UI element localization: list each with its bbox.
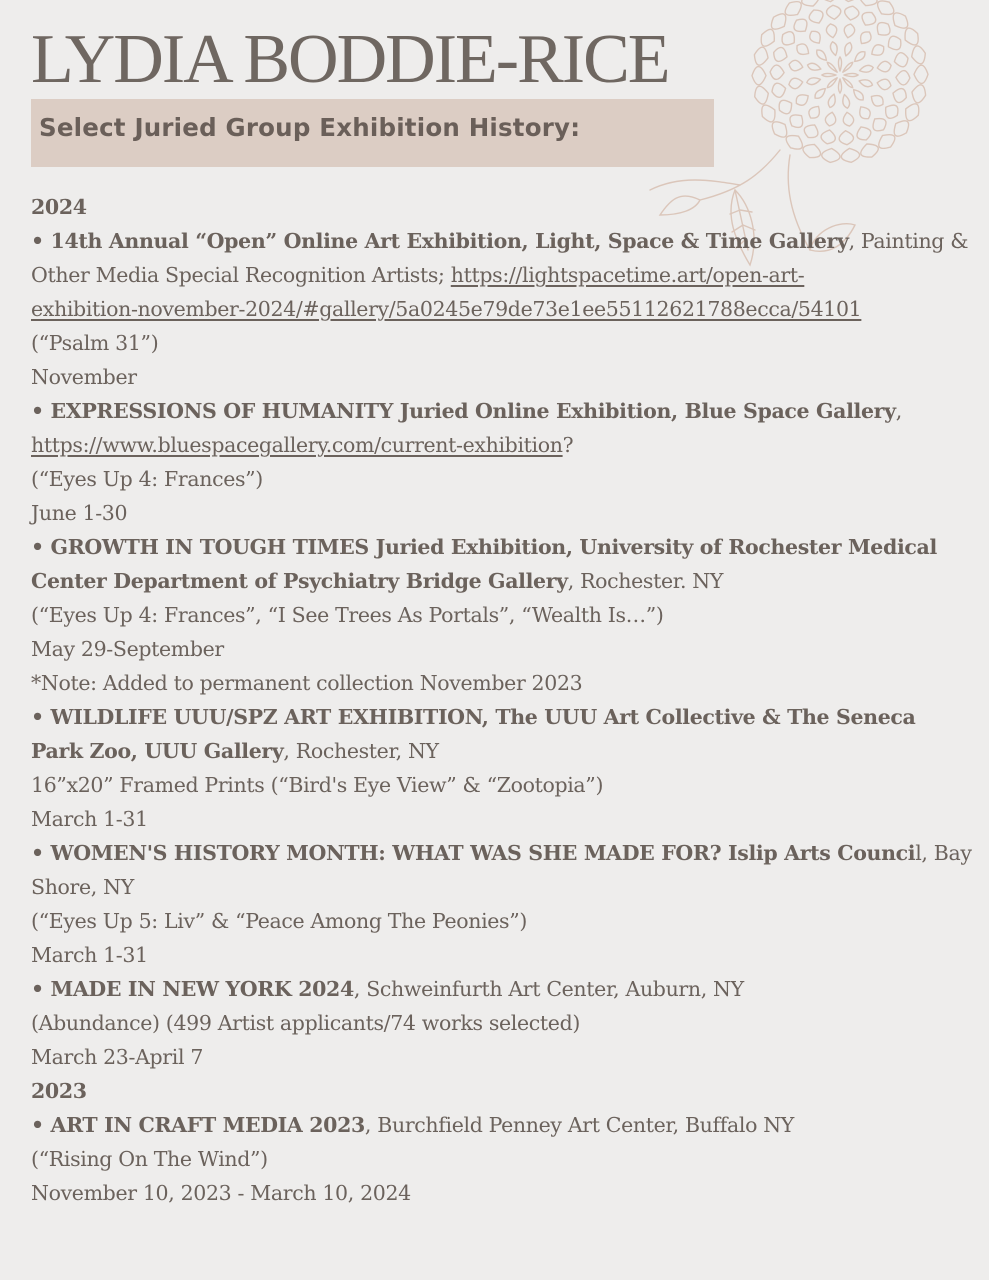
petal-stroke <box>859 80 872 87</box>
exhibition-details: , <box>895 399 902 423</box>
petal-stroke <box>754 47 768 65</box>
exhibition-title: • WILDLIFE UUU/SPZ ART EXHIBITION, The UUU Art Collective & The Seneca <box>31 705 916 729</box>
petal-stroke <box>822 73 836 76</box>
exhibition-details: Shore, NY <box>31 875 134 899</box>
exhibition-note: *Note: Added to permanent collection November 2023 <box>31 671 583 695</box>
exhibition-link[interactable]: exhibition-november-2024/#gallery/5a0245e79de73e1ee55112621788ecca/54101 <box>31 297 862 321</box>
petal-stroke <box>827 62 837 72</box>
exhibition-date: March 23-April 7 <box>31 1045 204 1069</box>
list-item <box>31 1108 966 1142</box>
exhibition-details: l, Bay <box>915 841 972 865</box>
petal-stroke <box>872 45 884 55</box>
exhibition-works: (“Eyes Up 5: Liv” & “Peace Among The Peonies”) <box>31 909 528 933</box>
exhibition-details: Other Media Special Recognition Artists; <box>31 263 451 287</box>
exhibition-works: 16”x20” Framed Prints (“Bird's Eye View” & “Zootopia”) <box>31 773 604 797</box>
petal-stroke <box>861 144 878 157</box>
petal-stroke <box>820 0 838 2</box>
petal-stroke <box>771 14 785 29</box>
petal-stroke <box>893 89 906 103</box>
petal-stroke <box>871 96 883 106</box>
exhibition-date: March 1-31 <box>31 943 148 967</box>
petal-stroke <box>878 1 894 15</box>
exhibition-title: • EXPRESSIONS OF HUMANITY Juried Online Exhibition, Blue Space Gallery <box>31 399 896 423</box>
section-banner <box>31 99 714 167</box>
petal-stroke <box>803 144 821 157</box>
petal-stroke <box>843 78 853 88</box>
petal-stroke <box>906 104 919 121</box>
petal-stroke <box>779 100 791 113</box>
petal-stroke <box>862 12 876 25</box>
exhibition-title: • ART IN CRAFT MEDIA 2023 <box>31 1113 365 1137</box>
petal-stroke <box>854 90 864 100</box>
exhibition-details: , Schweinfurth Art Center, Auburn, NY <box>353 977 744 1001</box>
year-heading: 2023 <box>31 1079 87 1103</box>
petal-stroke <box>785 2 801 16</box>
petal-stroke <box>807 78 821 85</box>
petal-stroke <box>752 67 766 85</box>
exhibition-title: • WOMEN'S HISTORY MONTH: WHAT WAS SHE MADE FOR? Islip Arts Counci <box>31 841 916 865</box>
petal-stroke <box>761 29 774 46</box>
petal-stroke <box>822 149 840 163</box>
petal-stroke <box>873 119 886 131</box>
petal-stroke <box>859 0 877 6</box>
petal-stroke <box>840 0 858 2</box>
exhibition-link[interactable]: https://lightspacetime.art/open-art- <box>450 263 805 287</box>
petal-stroke <box>877 23 890 36</box>
petal-stroke <box>827 78 837 88</box>
petal-stroke <box>839 131 853 145</box>
petal-stroke <box>857 127 871 140</box>
petal-stroke <box>888 36 900 49</box>
petal-stroke <box>797 44 809 54</box>
petal-stroke <box>841 148 859 162</box>
petal-stroke <box>826 5 840 19</box>
petal-stroke <box>879 135 895 149</box>
petal-stroke <box>838 79 841 93</box>
petal-stroke <box>830 42 837 56</box>
petal-stroke <box>796 95 808 105</box>
petal-stroke <box>804 125 818 138</box>
exhibition-title: Park Zoo, UUU Gallery <box>31 739 284 763</box>
exhibition-title: • MADE IN NEW YORK 2024 <box>31 977 354 1001</box>
petal-stroke <box>817 50 827 60</box>
petal-stroke <box>826 24 836 38</box>
petal-stroke <box>912 85 926 103</box>
list-item-line <box>31 428 966 462</box>
petal-stroke <box>912 46 926 64</box>
petal-stroke <box>772 83 786 97</box>
exhibition-details: , Painting & <box>848 229 969 253</box>
petal-stroke <box>855 52 865 62</box>
exhibition-details: , Burchfield Penney Art Center, Buffalo NY <box>364 1113 794 1137</box>
petal-stroke <box>794 19 807 31</box>
petal-stroke <box>860 107 870 119</box>
petal-stroke <box>894 53 908 67</box>
petal-stroke <box>896 71 910 85</box>
exhibition-date: November 10, 2023 - March 10, 2024 <box>31 1181 411 1205</box>
exhibition-date: March 1-31 <box>31 807 148 831</box>
petal-stroke <box>886 105 898 118</box>
exhibition-works: (“Psalm 31”) <box>31 331 159 355</box>
petal-stroke <box>860 65 874 72</box>
petal-stroke <box>821 130 835 144</box>
petal-stroke <box>789 78 803 88</box>
list-item <box>31 394 966 428</box>
section-title: Select Juried Group Exhibition History: <box>39 113 581 142</box>
exhibition-works: (Abundance) (499 Artist applicants/74 works selected) <box>31 1011 580 1035</box>
artist-name: LYDIA BODDIE-RICE <box>31 21 669 98</box>
petal-stroke <box>810 31 820 43</box>
list-item-line <box>31 258 966 292</box>
petal-stroke <box>828 94 835 107</box>
exhibition-date: May 29-September <box>31 637 224 661</box>
year-heading: 2024 <box>31 195 87 219</box>
petal-stroke <box>762 105 775 122</box>
exhibition-details: , Rochester. NY <box>567 569 724 593</box>
list-item <box>31 972 966 1006</box>
petal-stroke <box>770 65 784 79</box>
petal-stroke <box>845 43 852 56</box>
petal-stroke <box>838 57 841 71</box>
exhibition-works: (“Eyes Up 4: Frances”, “I See Trees As Portals”, “Wealth Is…”) <box>31 603 664 627</box>
petal-stroke <box>905 28 918 45</box>
petal-stroke <box>845 6 859 20</box>
petal-stroke <box>790 115 803 128</box>
exhibition-title: • GROWTH IN TOUGH TIMES Juried Exhibition, University of Rochester Medical <box>31 535 937 559</box>
link-suffix: ? <box>562 433 574 457</box>
exhibition-works: (“Eyes Up 4: Frances”) <box>31 467 263 491</box>
petal-stroke <box>877 79 891 89</box>
petal-stroke <box>809 106 819 118</box>
exhibition-date: November <box>31 365 137 389</box>
petal-stroke <box>755 86 769 104</box>
petal-stroke <box>843 62 853 72</box>
petal-stroke <box>825 112 835 126</box>
petal-stroke <box>844 24 854 38</box>
list-item <box>31 224 969 258</box>
petal-stroke <box>774 47 787 61</box>
petal-stroke <box>815 89 825 99</box>
petal-stroke <box>802 0 819 6</box>
petal-stroke <box>844 73 858 76</box>
list-item-line <box>31 564 966 598</box>
petal-stroke <box>809 10 823 23</box>
petal-stroke <box>772 122 787 137</box>
petal-stroke <box>861 32 871 44</box>
petal-stroke <box>877 61 891 71</box>
exhibition-details: , Rochester, NY <box>283 739 439 763</box>
petal-stroke <box>843 95 850 109</box>
exhibition-list <box>31 190 972 1210</box>
petal-stroke <box>894 121 908 136</box>
exhibition-title: • 14th Annual “Open” Online Art Exhibition, Light, Space & Time Gallery <box>31 229 849 253</box>
petal-stroke <box>789 60 803 70</box>
petal-stroke <box>893 13 908 28</box>
petal-stroke <box>808 63 821 70</box>
exhibition-date: June 1-30 <box>31 501 128 525</box>
exhibition-title: Center Department of Psychiatry Bridge Gallery <box>31 569 568 593</box>
petal-stroke <box>786 136 802 150</box>
list-item-line <box>31 734 966 768</box>
exhibition-works: (“Rising On The Wind”) <box>31 1147 268 1171</box>
petal-stroke <box>843 112 853 126</box>
petal-stroke <box>914 65 928 83</box>
exhibition-link[interactable]: https://www.bluespacegallery.com/current-exhibition <box>31 433 563 457</box>
petal-stroke <box>782 32 794 45</box>
list-item <box>31 836 972 870</box>
